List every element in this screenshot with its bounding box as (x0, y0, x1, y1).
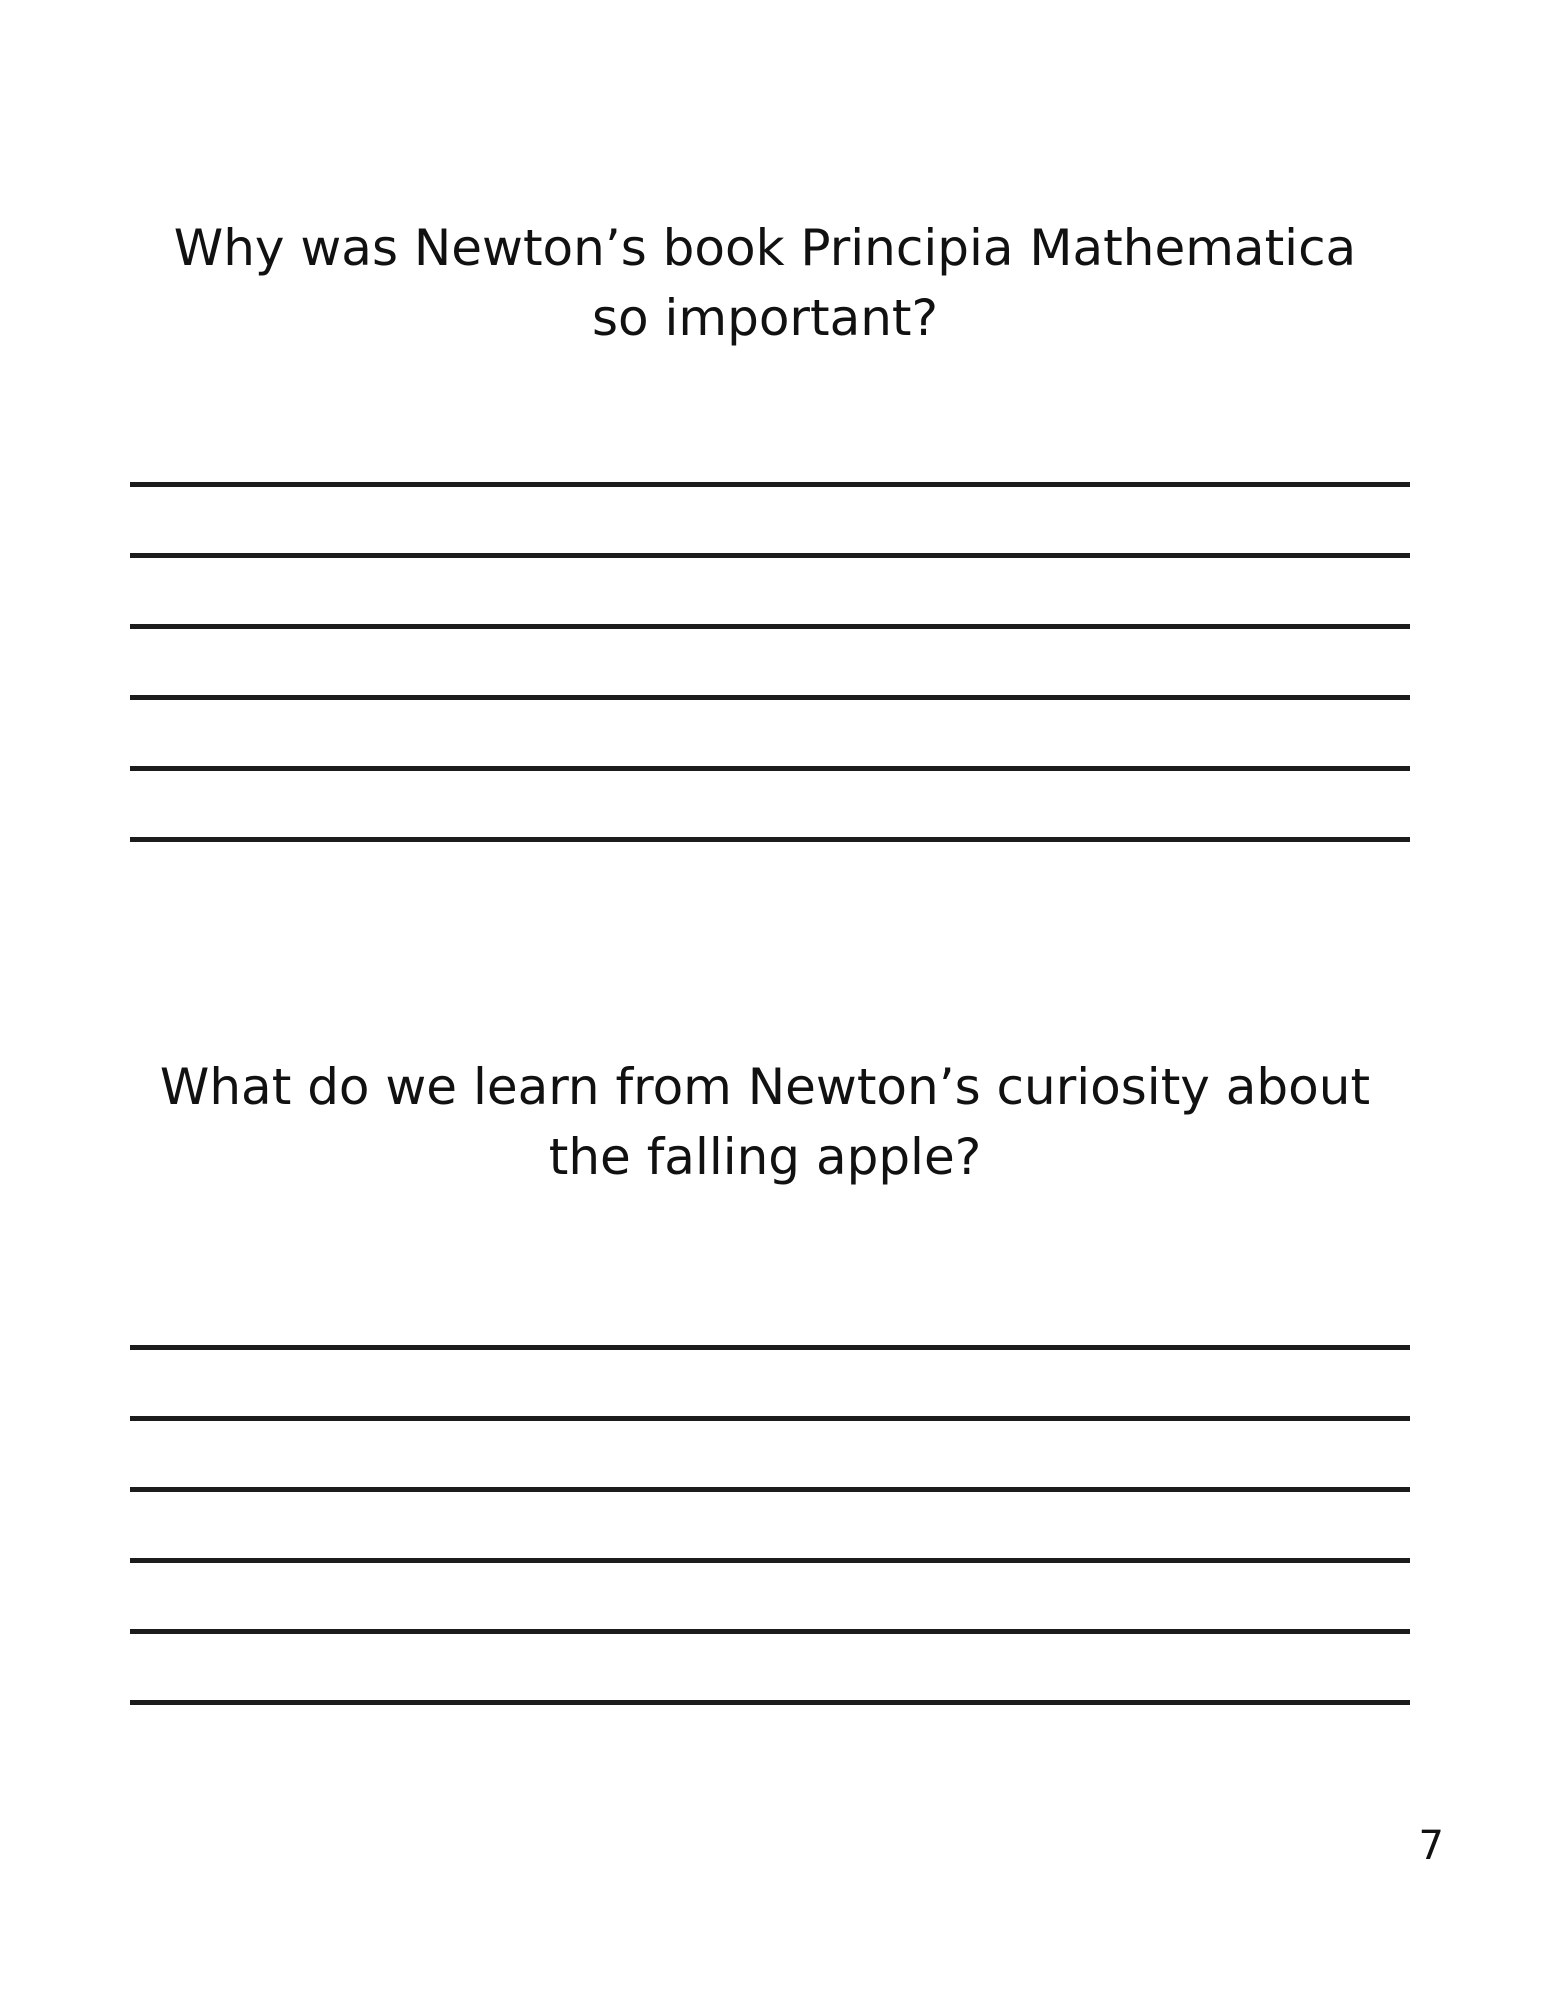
answer-line[interactable] (130, 624, 1410, 629)
answer-line[interactable] (130, 1416, 1410, 1421)
answer-line[interactable] (130, 1345, 1410, 1350)
answer-lines-1 (130, 482, 1410, 842)
answer-line[interactable] (130, 1700, 1410, 1705)
answer-line[interactable] (130, 766, 1410, 771)
answer-line[interactable] (130, 1487, 1410, 1492)
answer-line[interactable] (130, 1558, 1410, 1563)
answer-line[interactable] (130, 695, 1410, 700)
answer-line[interactable] (130, 553, 1410, 558)
answer-lines-2 (130, 1345, 1410, 1705)
answer-line[interactable] (130, 1629, 1410, 1634)
question-2-text: What do we learn from Newton’s curiosity about the falling apple? (159, 1058, 1371, 1186)
answer-line[interactable] (130, 837, 1410, 842)
question-1-text: Why was Newton’s book Principia Mathematica so important? (173, 219, 1357, 347)
answer-line[interactable] (130, 482, 1410, 487)
page-number: 7 (1418, 1823, 1444, 1869)
